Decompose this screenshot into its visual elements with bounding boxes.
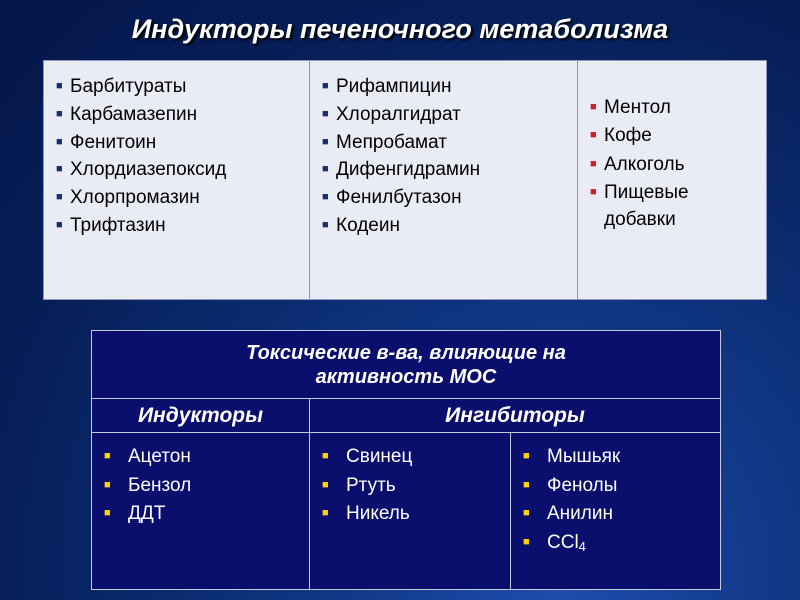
list-item: ■ Свинец <box>310 443 510 470</box>
inhibitors-column-2 <box>511 433 720 589</box>
list-item: ■ Пищевые добавки <box>578 179 766 234</box>
list-item: ■ Рифампицин <box>310 73 577 100</box>
square-bullet-icon: ■ <box>56 218 63 231</box>
inducers-table <box>43 60 767 300</box>
inducers-column-2 <box>310 61 578 299</box>
toxic-table-subheader <box>92 399 720 433</box>
square-bullet-icon: ■ <box>322 507 329 519</box>
list-item: ■ Фенитоин <box>44 129 309 156</box>
list-item: ■ Кофе <box>578 122 766 150</box>
list-item: ■ Мышьяк <box>511 443 720 470</box>
square-bullet-icon: ■ <box>322 450 329 462</box>
list-item: ■ Мепробамат <box>310 129 577 156</box>
toxic-table-header: Токсические в-ва, влияющие на активность МОС <box>92 331 720 399</box>
square-bullet-icon: ■ <box>590 101 597 113</box>
square-bullet-icon: ■ <box>104 450 111 462</box>
square-bullet-icon: ■ <box>523 478 530 491</box>
list-item: ■ Анилин <box>511 500 720 527</box>
slide-title: Индукторы печеночного метаболизма <box>131 14 669 44</box>
square-bullet-icon: ■ <box>322 191 329 204</box>
square-bullet-icon: ■ <box>590 185 597 198</box>
square-bullet-icon: ■ <box>322 478 329 491</box>
square-bullet-icon: ■ <box>523 507 530 519</box>
list-item: ■ Хлоралгидрат <box>310 101 577 128</box>
square-bullet-icon: ■ <box>523 450 530 462</box>
square-bullet-icon: ■ <box>590 157 597 170</box>
list-item: ■ Никель <box>310 500 510 527</box>
list-item: ■ Бензол <box>92 472 309 499</box>
inhibitors-column-1 <box>310 433 511 589</box>
list-item: ■ Кодеин <box>310 212 577 239</box>
list-item: ■ Дифенгидрамин <box>310 156 577 183</box>
list-item: ■ Трифтазин <box>44 212 309 239</box>
square-bullet-icon: ■ <box>56 80 63 92</box>
square-bullet-icon: ■ <box>56 191 63 204</box>
toxic-table-body <box>92 433 720 589</box>
inductors-header: Индукторы <box>92 399 310 432</box>
square-bullet-icon: ■ <box>322 163 329 176</box>
list-item: ■ Ацетон <box>92 443 309 470</box>
square-bullet-icon: ■ <box>523 535 530 548</box>
list-item: ■ Фенолы <box>511 472 720 499</box>
square-bullet-icon: ■ <box>104 507 111 519</box>
list-item: ■ Ртуть <box>310 472 510 499</box>
list-item: ■ Карбамазепин <box>44 101 309 128</box>
inductors-column <box>92 433 310 589</box>
square-bullet-icon: ■ <box>104 478 111 491</box>
list-item: ■ Барбитураты <box>44 73 309 100</box>
toxic-substances-table <box>91 330 721 590</box>
list-item: ■ CCl4 <box>511 529 720 560</box>
inducers-column-1 <box>44 61 310 299</box>
list-item: ■ ДДТ <box>92 500 309 527</box>
square-bullet-icon: ■ <box>56 163 63 176</box>
list-item: ■ Ментол <box>578 94 766 122</box>
inducers-column-3 <box>578 61 766 299</box>
list-item: ■ Хлорпромазин <box>44 184 309 211</box>
square-bullet-icon: ■ <box>322 135 329 148</box>
list-item: ■ Алкоголь <box>578 151 766 179</box>
square-bullet-icon: ■ <box>590 129 597 142</box>
inhibitors-header: Ингибиторы <box>445 404 585 427</box>
list-item: ■ Хлордиазепоксид <box>44 156 309 183</box>
square-bullet-icon: ■ <box>56 135 63 148</box>
square-bullet-icon: ■ <box>322 107 329 120</box>
square-bullet-icon: ■ <box>322 218 329 231</box>
square-bullet-icon: ■ <box>322 80 329 92</box>
square-bullet-icon: ■ <box>56 107 63 120</box>
list-item: ■ Фенилбутазон <box>310 184 577 211</box>
